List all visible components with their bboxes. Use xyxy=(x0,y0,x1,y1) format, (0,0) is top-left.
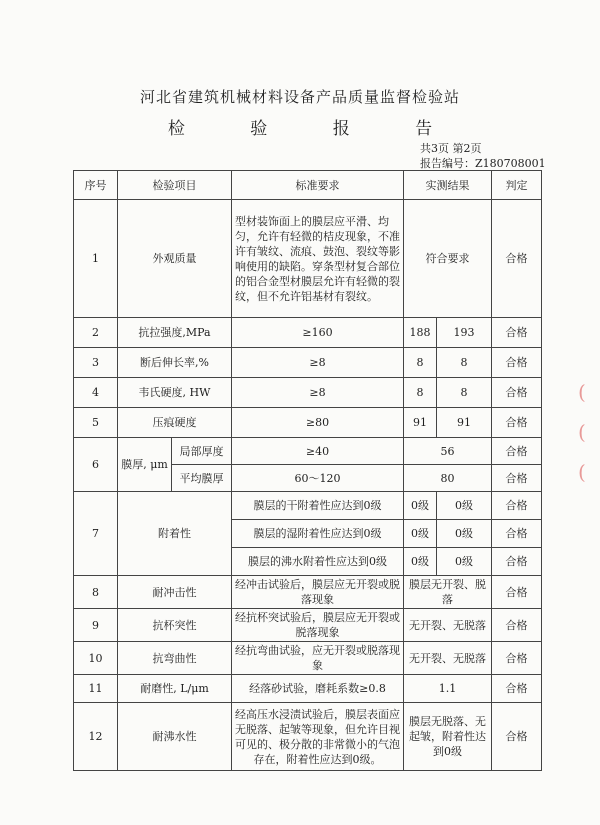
row-verdict: 合格 xyxy=(492,520,542,548)
row-item: 耐沸水性 xyxy=(118,703,232,771)
table-row xyxy=(74,642,542,675)
col-result: 实测结果 xyxy=(404,171,492,200)
row-result-2: 91 xyxy=(437,408,492,438)
page-info: 共3页 第2页 xyxy=(420,142,482,155)
row-result: 56 xyxy=(404,438,492,465)
table-header-row xyxy=(74,171,542,200)
row-result: 膜层无开裂、脱落 xyxy=(404,576,492,609)
row-subitem: 局部厚度 xyxy=(172,438,232,465)
table-row xyxy=(74,318,542,348)
row-item: 膜厚, μm xyxy=(118,438,172,492)
table-row xyxy=(74,703,542,771)
report-title: 检 验 报 告 xyxy=(167,119,463,139)
row-result-2: 0级 xyxy=(437,548,492,576)
row-item: 断后伸长率,% xyxy=(118,348,232,378)
seal-fragment-icon: ( xyxy=(578,380,586,404)
row-item: 附着性 xyxy=(118,492,232,576)
report-number: 报告编号：Z180708001 xyxy=(420,157,546,170)
row-standard: 膜层的湿附着性应达到0级 xyxy=(232,520,404,548)
row-standard: 60～120 xyxy=(232,465,404,492)
row-result: 无开裂、无脱落 xyxy=(404,642,492,675)
row-item: 韦氏硬度, HW xyxy=(118,378,232,408)
row-standard: 膜层的干附着性应达到0级 xyxy=(232,492,404,520)
row-result-1: 0级 xyxy=(404,520,437,548)
seal-fragment-icon: ( xyxy=(578,460,586,484)
row-seq: 10 xyxy=(74,642,118,675)
col-item: 检验项目 xyxy=(118,171,232,200)
row-result-2: 8 xyxy=(437,348,492,378)
row-seq: 2 xyxy=(74,318,118,348)
row-standard: ≥8 xyxy=(232,378,404,408)
row-result-1: 0级 xyxy=(404,548,437,576)
inspection-table xyxy=(73,170,542,771)
row-verdict: 合格 xyxy=(492,378,542,408)
row-seq: 11 xyxy=(74,675,118,703)
row-verdict: 合格 xyxy=(492,200,542,318)
row-standard: 经冲击试验后，膜层应无开裂或脱落现象 xyxy=(232,576,404,609)
row-seq: 4 xyxy=(74,378,118,408)
row-standard: 型材装饰面上的膜层应平滑、均匀，允许有轻微的桔皮现象，不准许有皱纹、流痕、鼓泡、裂纹等影响使用的缺陷。穿条型材复合部位的铝合金型材膜层允许有轻微的裂纹，但不允许铝基材有裂纹。 xyxy=(232,200,404,318)
row-verdict: 合格 xyxy=(492,703,542,771)
row-standard: ≥8 xyxy=(232,348,404,378)
table-row xyxy=(74,492,542,520)
col-verdict: 判定 xyxy=(492,171,542,200)
row-seq: 5 xyxy=(74,408,118,438)
row-standard: 经抗弯曲试验，应无开裂或脱落现象 xyxy=(232,642,404,675)
row-result-1: 8 xyxy=(404,378,437,408)
row-result: 无开裂、无脱落 xyxy=(404,609,492,642)
row-item: 压痕硬度 xyxy=(118,408,232,438)
row-seq: 8 xyxy=(74,576,118,609)
row-result-1: 91 xyxy=(404,408,437,438)
row-result: 80 xyxy=(404,465,492,492)
row-standard: ≥40 xyxy=(232,438,404,465)
row-subitem: 平均膜厚 xyxy=(172,465,232,492)
row-seq: 12 xyxy=(74,703,118,771)
row-result: 符合要求 xyxy=(404,200,492,318)
row-standard: 经高压水浸渍试验后，膜层表面应无脱落、起皱等现象，但允许目视可见的、极分散的非常微小的气泡存在，附着性应达到0级。 xyxy=(232,703,404,771)
row-item: 抗弯曲性 xyxy=(118,642,232,675)
table-row xyxy=(74,609,542,642)
row-seq: 3 xyxy=(74,348,118,378)
row-seq: 7 xyxy=(74,492,118,576)
row-standard: 经落砂试验，磨耗系数≥0.8 xyxy=(232,675,404,703)
table-row xyxy=(74,438,542,465)
seal-fragment-icon: ( xyxy=(578,420,586,444)
row-verdict: 合格 xyxy=(492,348,542,378)
row-standard: ≥160 xyxy=(232,318,404,348)
row-item: 抗杯突性 xyxy=(118,609,232,642)
row-result-2: 193 xyxy=(437,318,492,348)
row-seq: 6 xyxy=(74,438,118,492)
row-seq: 9 xyxy=(74,609,118,642)
row-item: 抗拉强度,MPa xyxy=(118,318,232,348)
table-row xyxy=(74,675,542,703)
table-row xyxy=(74,200,542,318)
row-verdict: 合格 xyxy=(492,675,542,703)
row-verdict: 合格 xyxy=(492,548,542,576)
table-row xyxy=(74,576,542,609)
row-verdict: 合格 xyxy=(492,576,542,609)
row-item: 耐冲击性 xyxy=(118,576,232,609)
row-standard: 膜层的沸水附着性应达到0级 xyxy=(232,548,404,576)
row-verdict: 合格 xyxy=(492,465,542,492)
row-verdict: 合格 xyxy=(492,609,542,642)
row-verdict: 合格 xyxy=(492,438,542,465)
row-item: 耐磨性, L/μm xyxy=(118,675,232,703)
table-row xyxy=(74,378,542,408)
row-result-2: 8 xyxy=(437,378,492,408)
row-result-1: 0级 xyxy=(404,492,437,520)
row-verdict: 合格 xyxy=(492,642,542,675)
org-name: 河北省建筑机械材料设备产品质量监督检验站 xyxy=(139,88,460,106)
row-result-2: 0级 xyxy=(437,520,492,548)
row-result-1: 8 xyxy=(404,348,437,378)
row-verdict: 合格 xyxy=(492,492,542,520)
table-row xyxy=(74,408,542,438)
col-seq: 序号 xyxy=(74,171,118,200)
row-result-2: 0级 xyxy=(437,492,492,520)
row-verdict: 合格 xyxy=(492,318,542,348)
row-verdict: 合格 xyxy=(492,408,542,438)
row-result: 1.1 xyxy=(404,675,492,703)
row-standard: ≥80 xyxy=(232,408,404,438)
row-seq: 1 xyxy=(74,200,118,318)
row-standard: 经抗杯突试验后，膜层应无开裂或脱落现象 xyxy=(232,609,404,642)
col-standard: 标准要求 xyxy=(232,171,404,200)
row-result-1: 188 xyxy=(404,318,437,348)
table-row xyxy=(74,348,542,378)
row-item: 外观质量 xyxy=(118,200,232,318)
row-result: 膜层无脱落、无起皱，附着性达到0级 xyxy=(404,703,492,771)
